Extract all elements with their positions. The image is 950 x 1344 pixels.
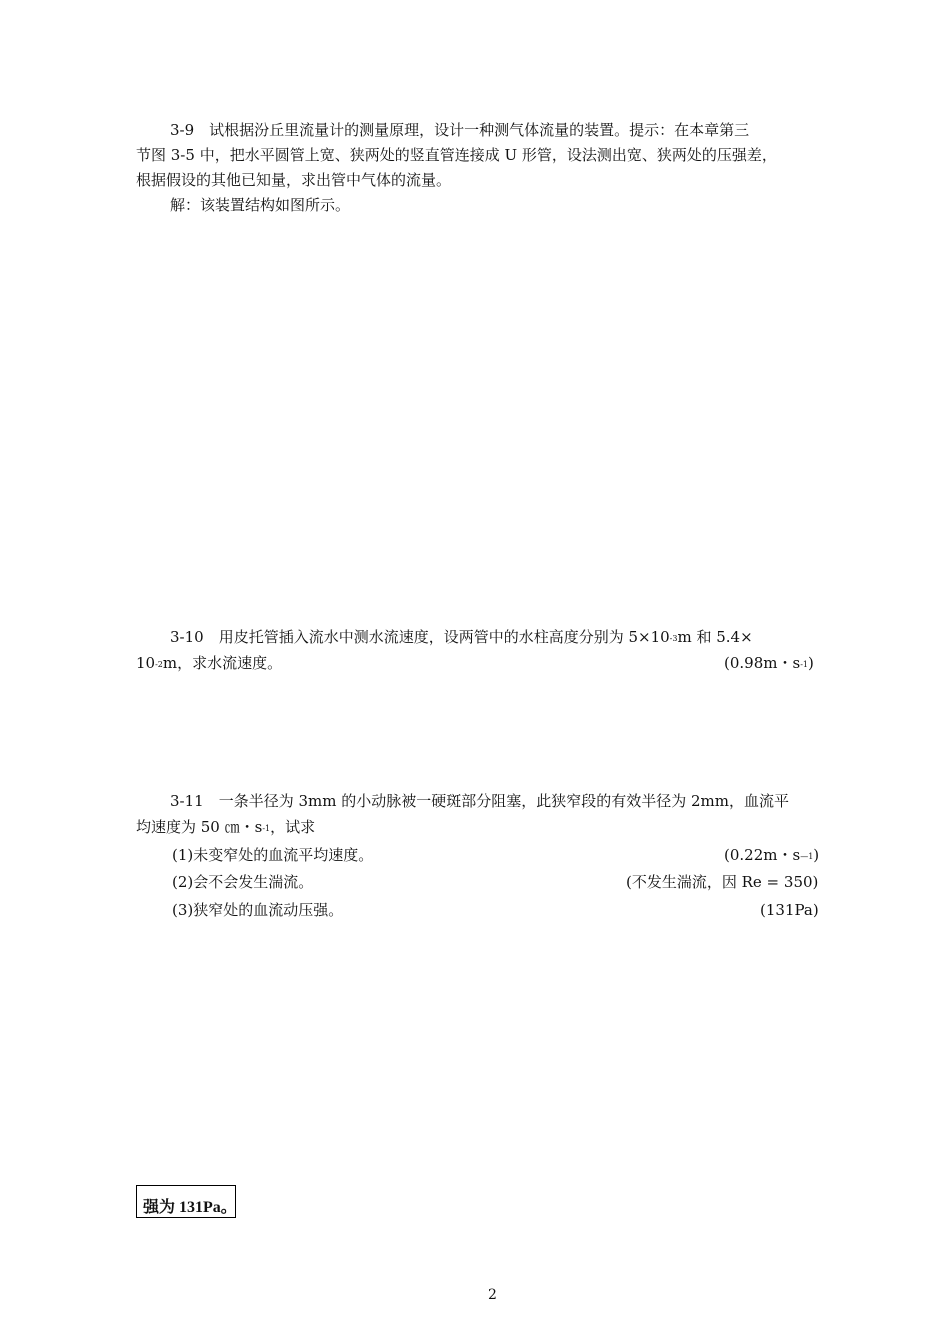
problem-3-10-line-1 [170,630,753,645]
exponent: -1 [800,660,808,669]
boxed-note [136,1185,236,1218]
problem-3-9-solution: 解：该装置结构如图所示。 [170,196,351,214]
exponent: -2 [155,660,163,669]
page-number: 2 [488,1287,497,1303]
sub-question-3: (3)狭窄处的血流动压强。 [172,901,344,919]
problem-3-10-line-2-text-b: m，求水流速度。 [162,654,283,672]
sub-answer-2: (不发生湍流，因 Re = 350) [626,873,819,891]
problem-3-11-line-2-text-a: 均速度为 50 ㎝・s [136,818,263,836]
exponent: -3 [669,634,678,643]
problem-3-10-answer [724,656,814,671]
answer-text-b: ) [813,846,820,864]
problem-3-11-line-1: 3-11 一条半径为 3mm 的小动脉被一硬斑部分阻塞，此狭窄段的有效半径为 2mm，血流平 [170,792,789,810]
sub-question-1: (1)未变窄处的血流平均速度。 [172,846,374,864]
answer-text-a: (0.22m・s [724,846,801,864]
exponent: -1 [262,824,271,833]
boxed-note-text: 强为 131Pa。 [143,1199,237,1216]
sub-question-2: (2)会不会发生湍流。 [172,873,314,891]
problem-3-9-line-1: 3-9 试根据汾丘里流量计的测量原理，设计一种测气体流量的装置。提示：在本章第三 [170,121,750,139]
sub-answer-3: (131Pa) [760,901,819,919]
exponent: —1 [800,852,814,861]
problem-3-11-line-2 [136,820,315,835]
problem-3-9-line-3: 根据假设的其他已知量，求出管中气体的流量。 [136,171,452,189]
problem-3-10-line-2 [136,656,282,671]
sub-answer-1 [724,848,819,863]
answer-text-b: ) [807,654,814,672]
answer-text-a: (0.98m・s [724,654,801,672]
problem-3-11-line-2-text-b: ，试求 [270,818,316,836]
problem-3-10-line-1-text-a: 3-10 用皮托管插入流水中测水流速度，设两管中的水柱高度分别为 5×10 [170,628,670,646]
problem-3-9-line-2: 节图 3-5 中，把水平圆管上宽、狭两处的竖直管连接成 U 形管，设法测出宽、狭两处的压强差， [136,146,777,164]
problem-3-10-line-2-text-a: 10 [136,654,156,672]
problem-3-10-line-1-text-b: m 和 5.4× [677,628,753,646]
